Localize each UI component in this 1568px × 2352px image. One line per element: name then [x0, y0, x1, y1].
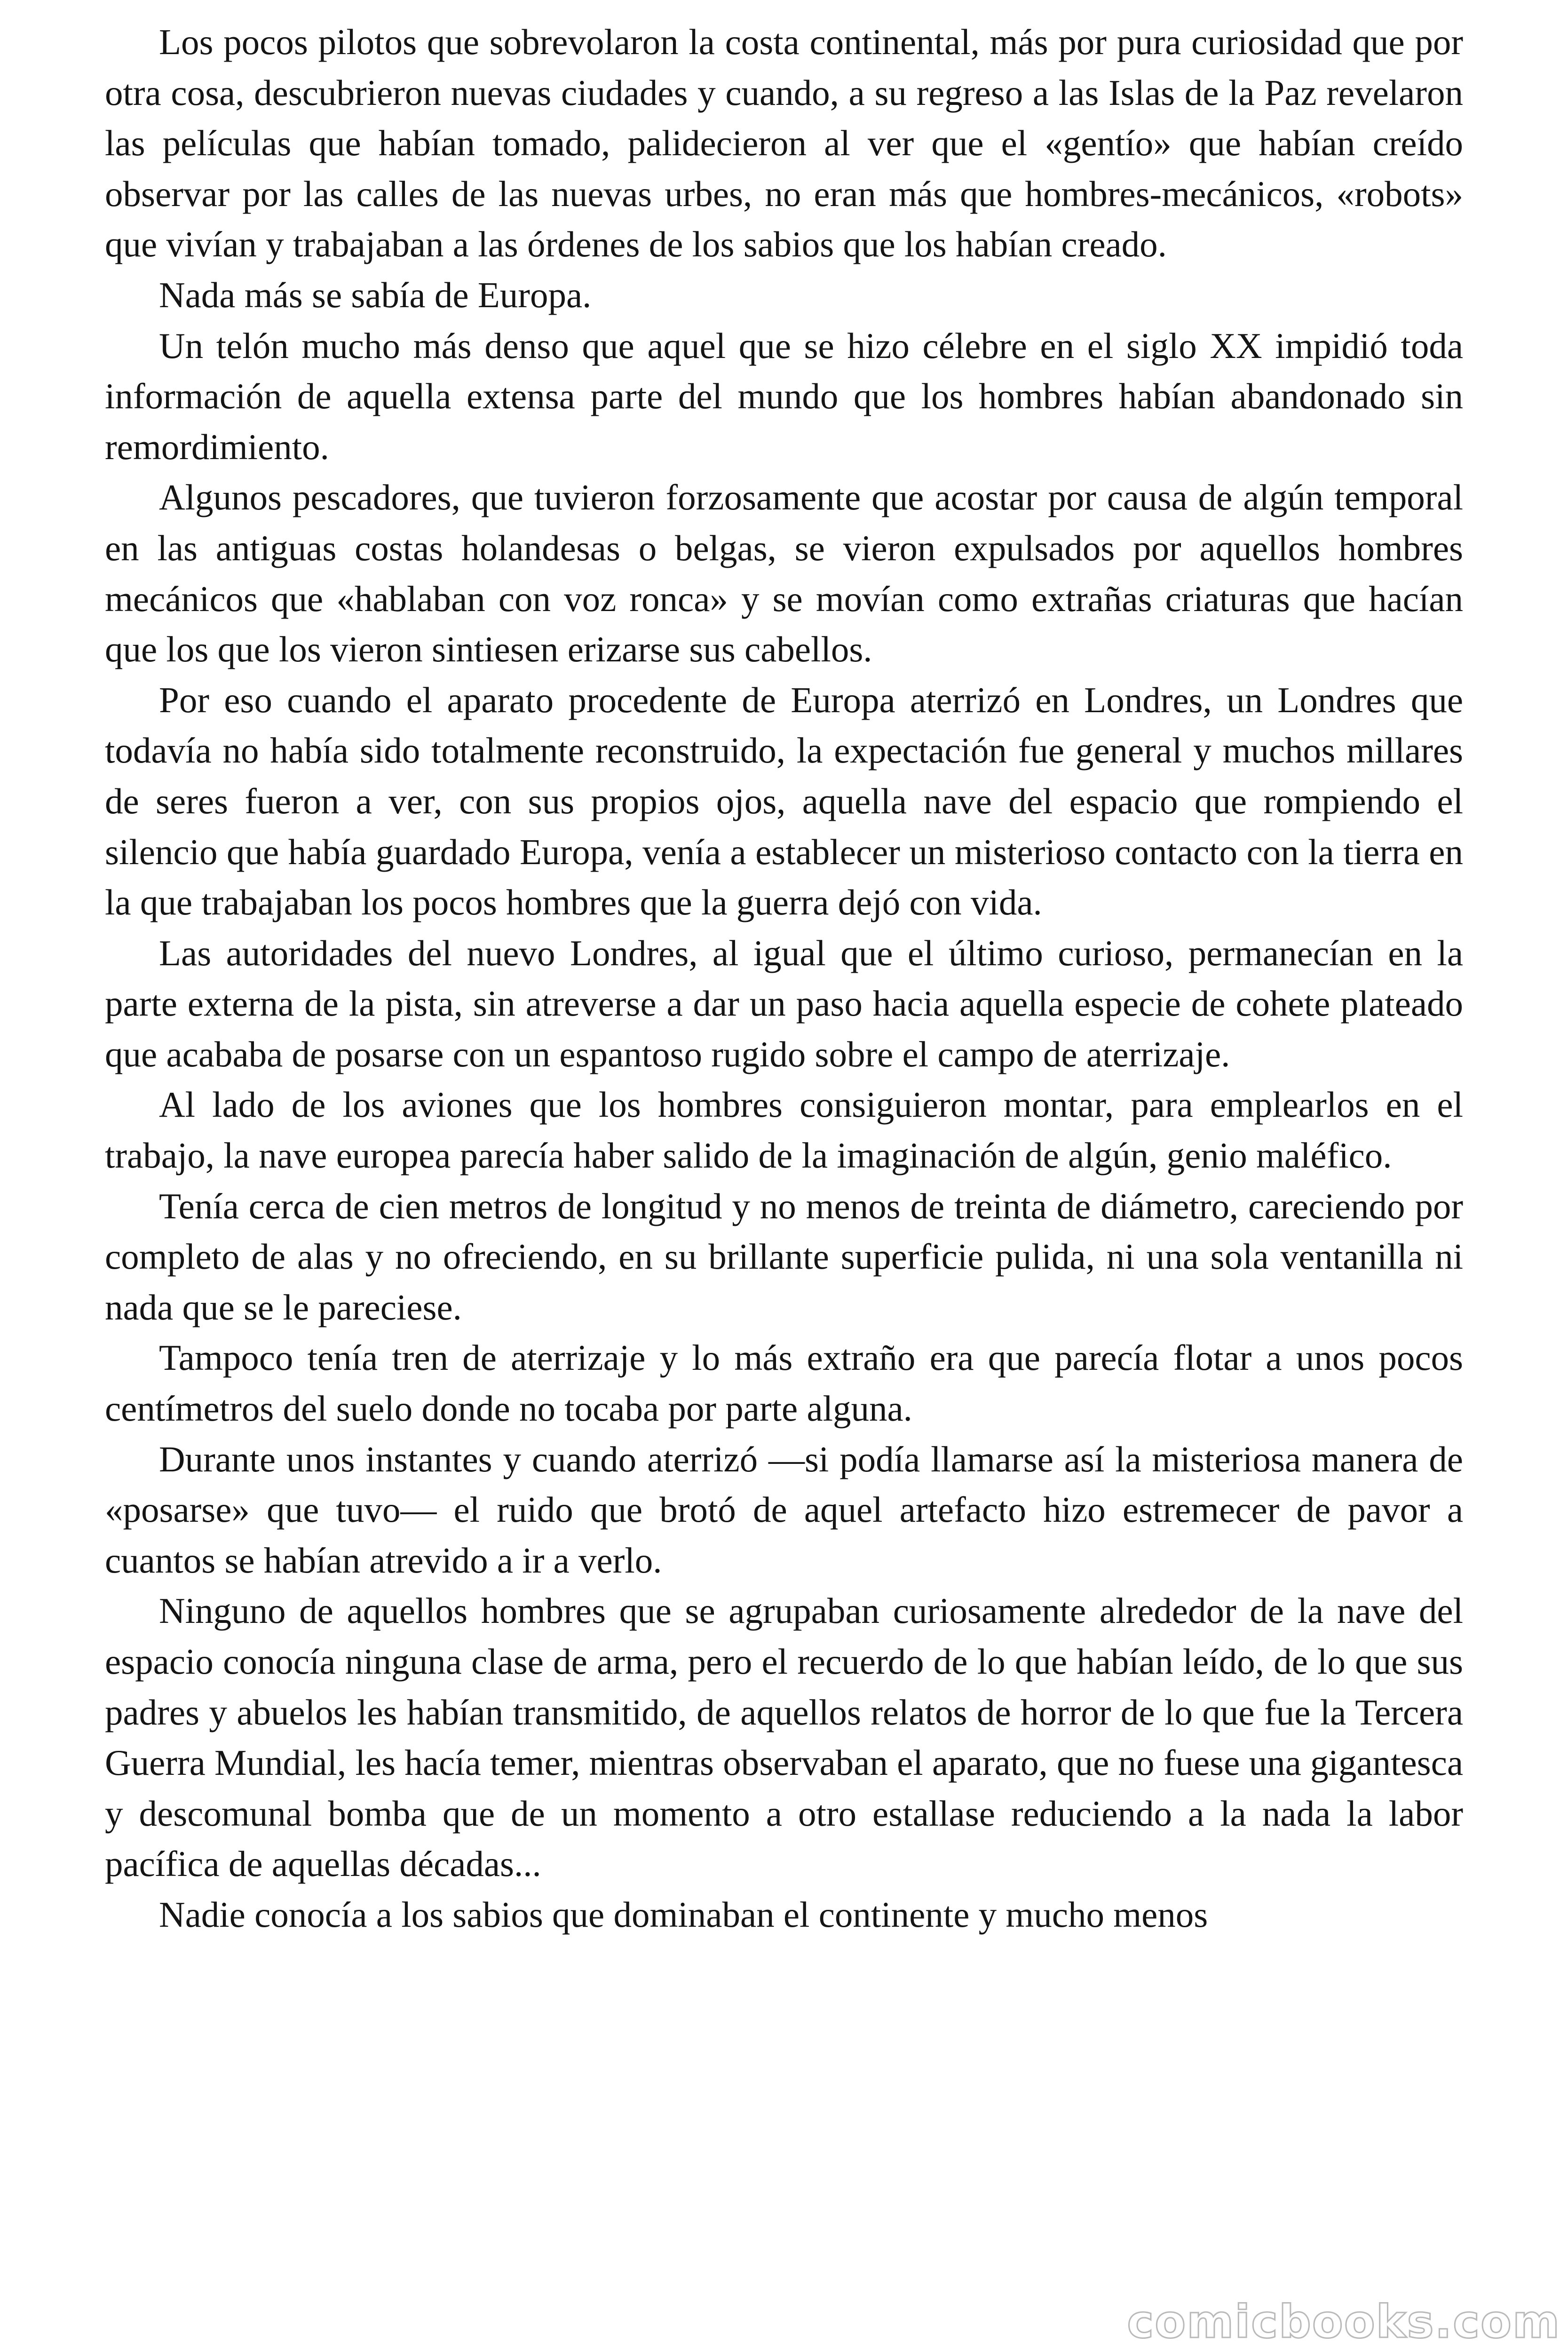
paragraph: Ninguno de aquellos hombres que se agrupaban curiosamente alrededor de la nave del espacio conocía ninguna clase de arma, pero el recuerdo de lo que habían leído, de lo que sus padres y abuelos les habían transmitido, de aquellos relatos de horror de lo que fue la Tercera Guerra Mundial, les hacía temer, mientras observaban el aparato, que no fuese una gigantesca y descomunal bomba que de un momento a otro estallase reduciendo a la nada la labor pacífica de aquellas décadas...	[105, 1590, 1463, 1884]
paragraph: Nadie conocía a los sabios que dominaban el continente y mucho menos	[159, 1894, 1208, 1935]
paragraph: Por eso cuando el aparato procedente de Europa aterrizó en Londres, un Londres que todavía no había sido totalmente reconstruido, la expectación fue general y muchos millares de seres fueron a ver, con sus propios ojos, aquella nave del espacio que rompiendo el silencio que había guardado Europa, venía a establecer un misterioso contacto con la tierra en la que trabajaban los pocos hombres que la guerra dejó con vida.	[105, 679, 1463, 923]
paragraph: Durante unos instantes y cuando aterrizó —si podía llamarse así la misteriosa manera de «posarse» que tuvo— el ruido que brotó de aquel artefacto hizo estremecer de pavor a cuantos se habían atrevido a ir a verlo.	[105, 1438, 1463, 1581]
paragraph: Al lado de los aviones que los hombres consiguieron montar, para emplearlos en el trabajo, la nave europea parecía haber salido de la imaginación de algún, genio maléfico.	[105, 1084, 1463, 1176]
paragraph: Tampoco tenía tren de aterrizaje y lo más extraño era que parecía flotar a unos pocos centímetros del suelo donde no tocaba por parte alguna.	[105, 1337, 1463, 1429]
paragraph: Las autoridades del nuevo Londres, al igual que el último curioso, permanecían en la parte externa de la pista, sin atreverse a dar un paso hacia aquella especie de cohete plateado que acababa de posarse con un espantoso rugido sobre el campo de aterrizaje.	[105, 932, 1463, 1074]
body-text	[105, 17, 1463, 1940]
watermark: comicbooks.com	[1127, 2296, 1560, 2348]
paragraph: Nada más se sabía de Europa.	[159, 274, 592, 315]
paragraph: Algunos pescadores, que tuvieron forzosamente que acostar por causa de algún temporal en las antiguas costas holandesas o belgas, se vieron expulsados por aquellos hombres mecánicos que «hablaban con voz ronca» y se movían como extrañas criaturas que hacían que los que los vieron sintiesen erizarse sus cabellos.	[105, 477, 1463, 670]
paragraph: Un telón mucho más denso que aquel que se hizo célebre en el siglo XX impidió toda información de aquella extensa parte del mundo que los hombres habían abandonado sin remordimiento.	[105, 325, 1463, 467]
paragraph: Tenía cerca de cien metros de longitud y no menos de treinta de diámetro, careciendo por completo de alas y no ofreciendo, en su brillante superficie pulida, ni una sola ventanilla ni nada que se le pareciese.	[105, 1185, 1463, 1327]
paragraph: Los pocos pilotos que sobrevolaron la costa continental, más por pura curiosidad que por otra cosa, descubrieron nuevas ciudades y cuando, a su regreso a las Islas de la Paz revelaron las películas que habían tomado, palidecieron al ver que el «gentío» que habían creído observar por las calles de las nuevas urbes, no eran más que hombres-mecánicos, «robots» que vivían y trabajaban a las órdenes de los sabios que los habían creado.	[105, 22, 1463, 265]
